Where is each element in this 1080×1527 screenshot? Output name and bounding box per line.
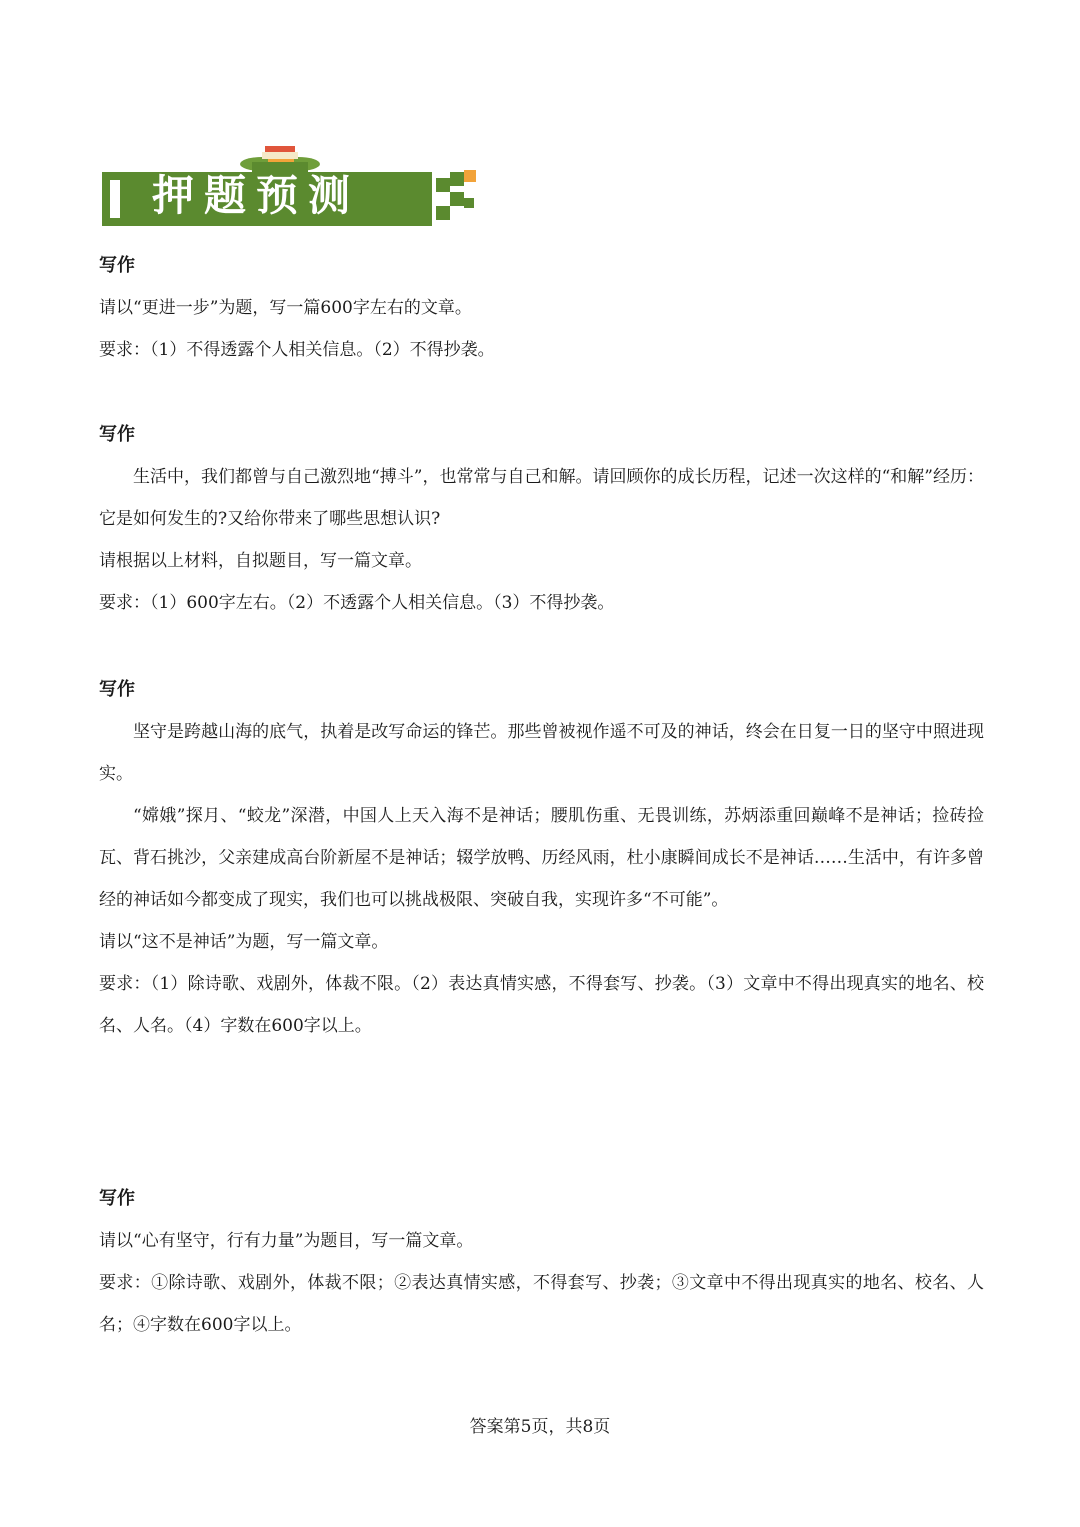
- page-footer: 答案第5页，共8页: [469, 1417, 611, 1437]
- question-prompt: 请根据以上材料，自拟题目，写一篇文章。: [99, 551, 422, 571]
- question-prompt: 请以“更进一步”为题，写一篇600字左右的文章。: [99, 298, 472, 318]
- question-requirements: 要求：（1）不得透露个人相关信息。（2）不得抄袭。: [99, 340, 495, 360]
- section-banner: [102, 142, 482, 234]
- question-section-1: [99, 245, 984, 371]
- banner-title: 押题预测: [152, 171, 361, 220]
- question-material: “嫦娥”探月、“蛟龙”深潜，中国人上天入海不是神话；腰肌伤重、无畏训练，苏炳添重回巅峰不是神话；捡砖捡瓦、背石挑沙，父亲建成高台阶新屋不是神话；辍学放鸭、历经风雨，杜小康瞬间成长不是神话……生活中，有许多曾经的神话如今都变成了现实，我们也可以挑战极限、突破自我，实现许多“不可能”。: [99, 806, 984, 910]
- question-section-2: [99, 414, 984, 624]
- question-material: 坚守是跨越山海的底气，执着是改写命运的锋芒。那些曾被视作遥不可及的神话，终会在日复一日的坚守中照进现实。: [99, 722, 984, 784]
- section-heading: 写作: [99, 1188, 135, 1209]
- question-prompt: 请以“这不是神话”为题，写一篇文章。: [99, 932, 389, 952]
- section-heading: 写作: [99, 424, 135, 445]
- question-section-4: [99, 1178, 984, 1346]
- question-requirements: 要求：（1）除诗歌、戏剧外，体裁不限。（2）表达真情实感，不得套写、抄袭。（3）文章中不得出现真实的地名、校名、人名。（4）字数在600字以上。: [99, 974, 984, 1036]
- question-material: 生活中，我们都曾与自己激烈地“搏斗”，也常常与自己和解。请回顾你的成长历程，记述一次这样的“和解”经历：它是如何发生的?又给你带来了哪些思想认识?: [99, 467, 984, 529]
- section-heading: 写作: [99, 679, 135, 700]
- section-heading: 写作: [99, 255, 135, 276]
- question-requirements: 要求：（1）600字左右。（2）不透露个人相关信息。（3）不得抄袭。: [99, 593, 615, 613]
- question-requirements: 要求：①除诗歌、戏剧外，体裁不限；②表达真情实感，不得套写、抄袭；③文章中不得出现真实的地名、校名、人名；④字数在600字以上。: [99, 1273, 984, 1335]
- question-section-3: [99, 669, 984, 1047]
- question-prompt: 请以“心有坚守，行有力量”为题目，写一篇文章。: [99, 1231, 474, 1251]
